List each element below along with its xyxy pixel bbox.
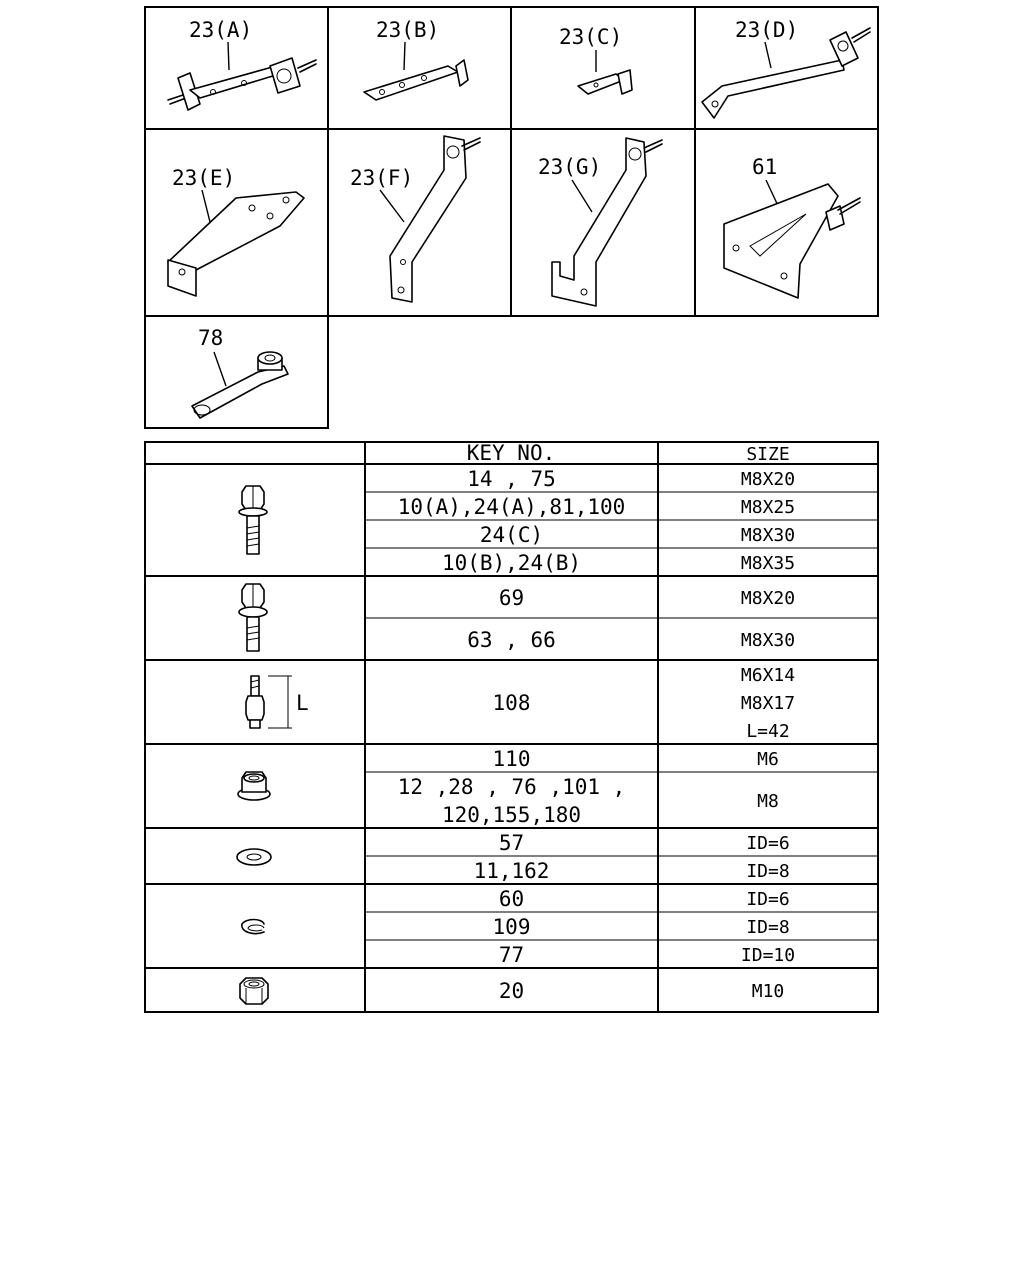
- stud-bolt-icon: [246, 676, 309, 728]
- flange-bolt-icon: [239, 486, 267, 554]
- bracket-23f: [350, 136, 480, 302]
- key-no-cell: 109: [492, 915, 531, 939]
- bracket-61: [724, 155, 860, 298]
- part-label: 23(A): [189, 18, 253, 42]
- key-no-cell: 24(C): [479, 523, 544, 547]
- bracket-23g: [538, 138, 662, 306]
- size-cell: M8: [757, 791, 779, 812]
- part-label: 23(B): [376, 18, 440, 42]
- key-no-cell: 20: [498, 979, 525, 1003]
- size-cell: ID=6: [746, 889, 790, 910]
- bracket-23e: [168, 166, 304, 296]
- part-label: 23(F): [350, 166, 414, 190]
- part-label: 23(C): [559, 25, 623, 49]
- part-label: 78: [198, 326, 224, 350]
- key-no-cell: 108: [492, 691, 531, 715]
- key-no-cell: 77: [498, 943, 525, 967]
- bracket-78: [192, 326, 288, 418]
- bracket-23a: [168, 18, 316, 110]
- size-cell: ID=8: [746, 861, 790, 882]
- key-no-cell: 120,155,180: [441, 803, 582, 827]
- flange-nut-icon: [238, 772, 270, 800]
- size-cell: M8X20: [740, 469, 796, 490]
- header-key-no: KEY NO.: [466, 441, 556, 465]
- size-cell: M8X30: [740, 525, 796, 546]
- washer-bolt-icon: [239, 584, 267, 651]
- size-cell: M8X35: [740, 553, 796, 574]
- size-cell: M8X17: [740, 693, 796, 714]
- key-no-cell: 11,162: [473, 859, 550, 883]
- size-cell: M6X14: [740, 665, 796, 686]
- key-no-cell: 14 , 75: [467, 467, 556, 491]
- size-cell: ID=10: [740, 945, 796, 966]
- part-label: 61: [752, 155, 778, 179]
- plain-washer-icon: [237, 849, 271, 865]
- size-cell: M6: [757, 749, 779, 770]
- part-label: 23(G): [538, 155, 602, 179]
- key-no-cell: 10(A),24(A),81,100: [397, 495, 626, 519]
- bracket-23b: [364, 18, 468, 100]
- key-no-cell: 10(B),24(B): [441, 551, 582, 575]
- key-no-cell: 57: [498, 831, 525, 855]
- header-size: SIZE: [746, 444, 790, 465]
- key-no-cell: 69: [498, 586, 525, 610]
- part-label: 23(D): [735, 18, 799, 42]
- size-cell: M10: [751, 981, 785, 1002]
- key-no-cell: 63 , 66: [467, 628, 556, 652]
- size-cell: M8X20: [740, 588, 796, 609]
- size-cell: L=42: [746, 721, 790, 742]
- bracket-23d: [702, 18, 870, 118]
- key-no-cell: 60: [498, 887, 525, 911]
- dimension-l-label: L: [296, 691, 309, 715]
- part-label: 23(E): [172, 166, 236, 190]
- size-cell: ID=8: [746, 917, 790, 938]
- bracket-23c: [559, 25, 632, 94]
- size-cell: M8X30: [740, 630, 796, 651]
- size-cell: ID=6: [746, 833, 790, 854]
- key-no-cell: 110: [492, 747, 531, 771]
- spring-washer-icon: [242, 920, 264, 934]
- key-no-cell: 12 ,28 , 76 ,101 ,: [397, 775, 626, 799]
- size-cell: M8X25: [740, 497, 796, 518]
- hex-nut-icon: [240, 978, 268, 1004]
